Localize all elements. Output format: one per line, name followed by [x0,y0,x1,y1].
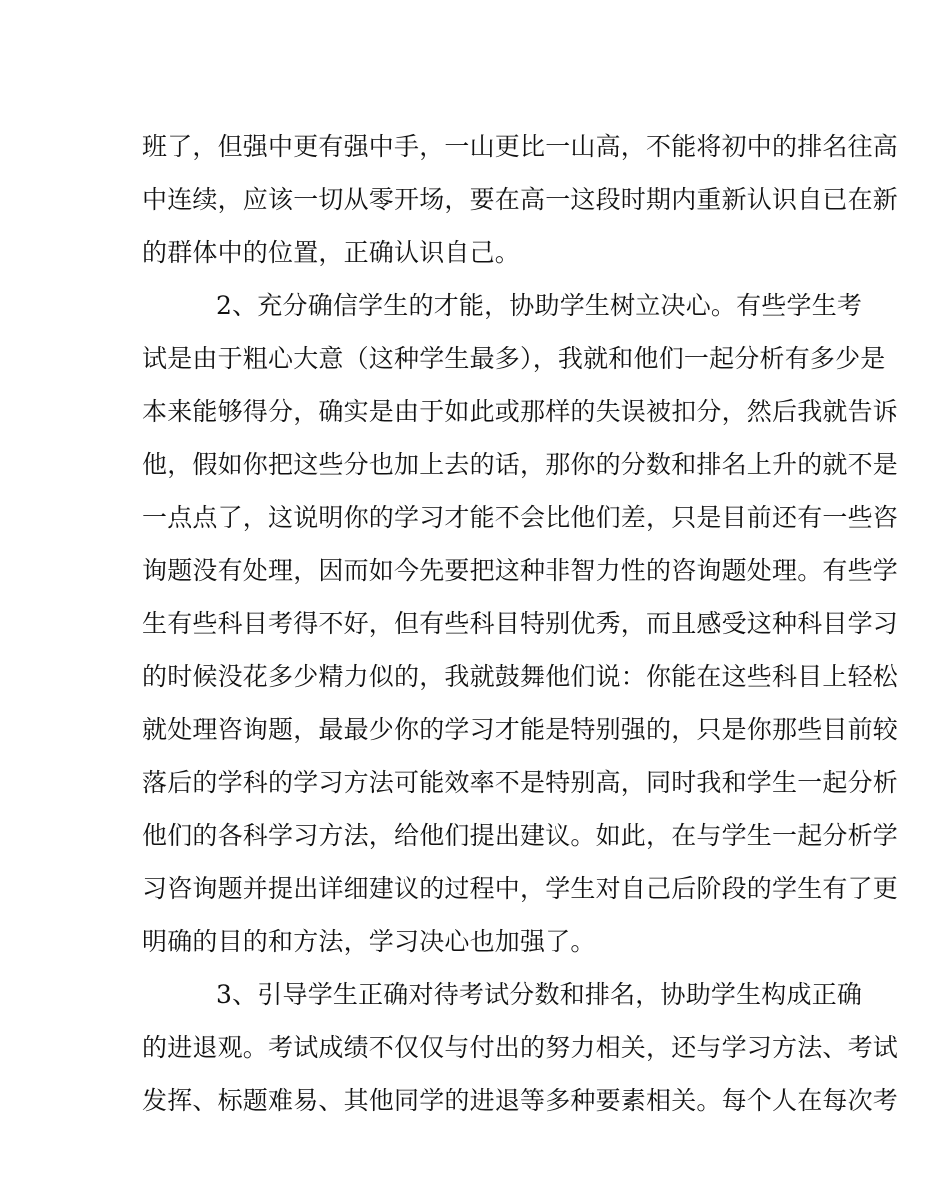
text-line: 明确的目的和方法，学习决心也加强了。 [142,927,596,956]
text-line: 落后的学科的学习方法可能效率不是特别高，同时我和学生一起分析 [142,768,899,797]
paragraph-3-first-line: 3、引导学生正确对待考试分数和排名，协助学生构成正确 [216,980,863,1009]
text-line: 的进退观。考试成绩不仅仅与付出的努力相关，还与学习方法、考试 [142,1033,899,1062]
text-line: 他们的各科学习方法，给他们提出建议。如此，在与学生一起分析学 [142,821,899,850]
text-line: 中连续，应该一切从零开场，要在高一这段时期内重新认识自已在新 [142,185,899,214]
text-line: 就处理咨询题，最最少你的学习才能是特别强的，只是你那些目前较 [142,715,899,744]
text-line: 的时候没花多少精力似的，我就鼓舞他们说：你能在这些科目上轻松 [142,662,899,691]
text-line: 询题没有处理，因而如今先要把这种非智力性的咨询题处理。有些学 [142,556,899,585]
text-line: 班了，但强中更有强中手，一山更比一山高，不能将初中的排名往高 [142,132,899,161]
text-line: 他，假如你把这些分也加上去的话，那你的分数和排名上升的就不是 [142,450,899,479]
text-line: 一点点了，这说明你的学习才能不会比他们差，只是目前还有一些咨 [142,503,899,532]
text-line: 本来能够得分，确实是由于如此或那样的失误被扣分，然后我就告诉 [142,397,899,426]
text-line: 生有些科目考得不好，但有些科目特别优秀，而且感受这种科目学习 [142,609,899,638]
text-line: 的群体中的位置，正确认识自己。 [142,238,521,267]
text-line: 试是由于粗心大意（这种学生最多），我就和他们一起分析有多少是 [142,344,886,373]
text-line: 发挥、标题难易、其他同学的进退等多种要素相关。每个人在每次考 [142,1086,899,1115]
text-line: 习咨询题并提出详细建议的过程中，学生对自己后阶段的学生有了更 [142,874,899,903]
paragraph-2-first-line: 2、充分确信学生的才能，协助学生树立决心。有些学生考 [216,291,863,320]
